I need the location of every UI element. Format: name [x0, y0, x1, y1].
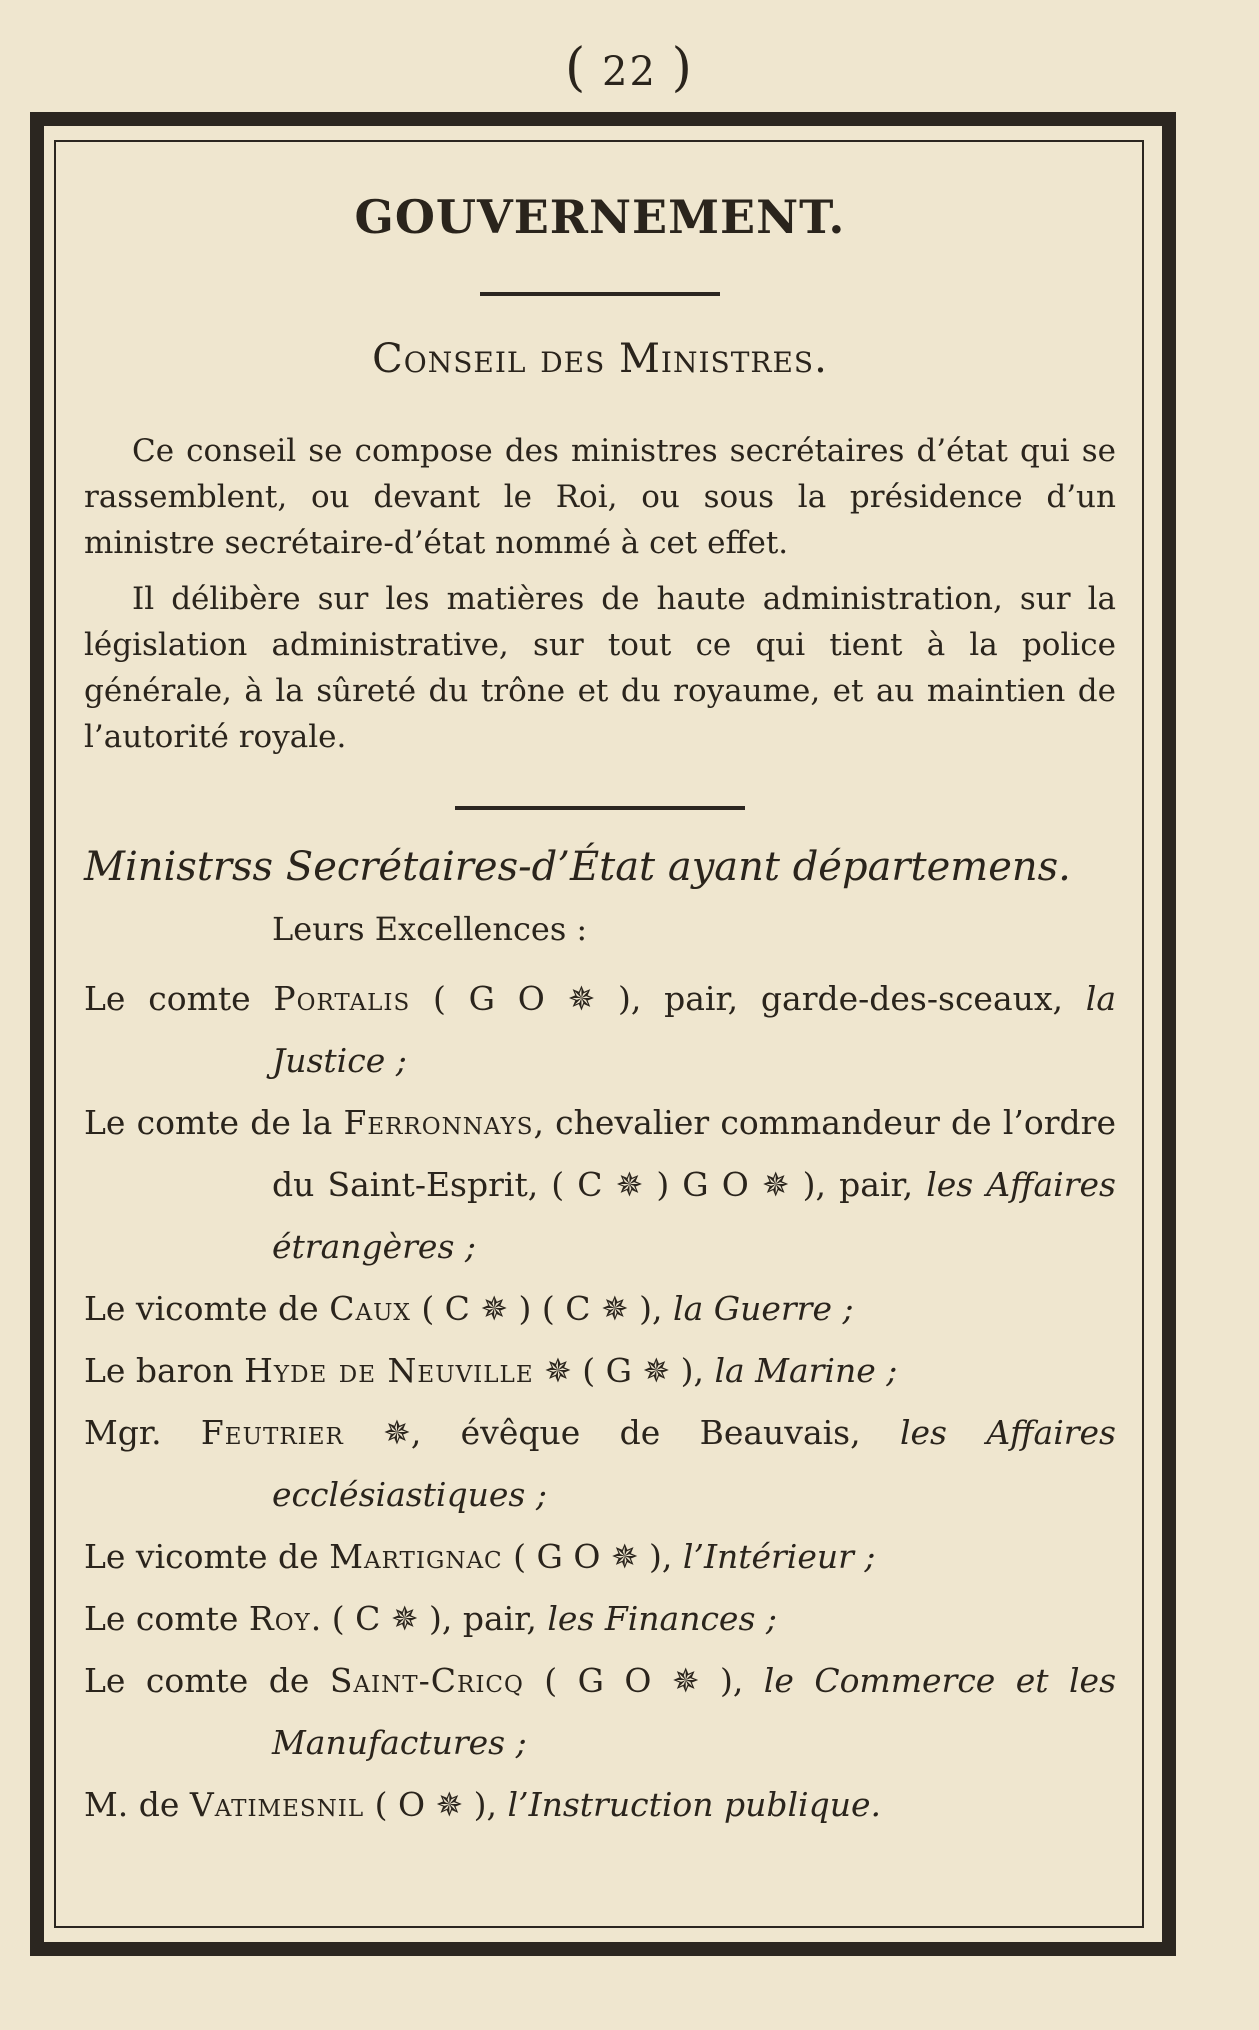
minister-name: Vatimesnil [189, 1785, 365, 1824]
minister-department: les Affaires ecclésiastiques ; [272, 1413, 1116, 1514]
honorific-line: Leurs Excellences : [272, 910, 588, 948]
minister-name: Caux [329, 1289, 411, 1328]
minister-entry: M. de Vatimesnil ( O ✵ ), l’Instruction publique. [84, 1785, 882, 1824]
paragraph-1: Ce conseil se compose des ministres secrétaires d’état qui se rassemblent, ou devant le Roi, ou sous la présidence d’un ministre secrétaire-d’état nommé à cet effet. [84, 433, 1116, 561]
minister-name: Saint-Cricq [329, 1661, 524, 1700]
page-number: ( 22 ) [565, 38, 694, 98]
minister-name: Ferronnays [343, 1103, 534, 1142]
minister-entry: Mgr. Feutrier ✵, évêque de Beauvais, les Affaires ecclésiastiques ; [84, 1413, 1116, 1514]
minister-department: les Affaires étrangères ; [272, 1165, 1116, 1266]
page-title: GOUVERNEMENT. [354, 190, 846, 244]
minister-name: Roy [248, 1599, 311, 1638]
minister-department: les Finances ; [547, 1599, 778, 1638]
minister-entry: Le vicomte de Caux ( C ✵ ) ( C ✵ ), la Guerre ; [84, 1289, 854, 1328]
minister-name: Martignac [329, 1537, 503, 1576]
minister-entry: Le comte de Saint-Cricq ( G O ✵ ), le Commerce et les Manufactures ; [84, 1661, 1117, 1762]
minister-entry: Le comte Portalis ( G O ✵ ), pair, garde-des-sceaux, la Justice ; [84, 979, 1116, 1080]
minister-department: l’Instruction publique. [507, 1785, 882, 1824]
ministers-heading: Ministrss Secrétaires-d’État ayant départemens. [84, 844, 1071, 890]
minister-name: Hyde de Neuville [244, 1351, 534, 1390]
minister-entry: Le comte de la Ferronnays, chevalier commandeur de l’ordre du Saint-Esprit, ( C ✵ ) G O ✵ ), pair, les Affaires étrangères ; [84, 1103, 1116, 1266]
minister-department: la Marine ; [714, 1351, 898, 1390]
divider-rule [480, 292, 720, 296]
minister-department: le Commerce et les Manufactures ; [272, 1661, 1117, 1762]
ministers-list [84, 968, 1116, 1836]
minister-department: la Justice ; [272, 979, 1116, 1080]
minister-name: Feutrier [200, 1413, 344, 1452]
minister-department: la Guerre ; [673, 1289, 854, 1328]
minister-entry: Le vicomte de Martignac ( G O ✵ ), l’Intérieur ; [84, 1537, 876, 1576]
section-subtitle: Conseil des Ministres. [372, 336, 828, 382]
minister-department: l’Intérieur ; [682, 1537, 876, 1576]
minister-entry: Le baron Hyde de Neuville ✵ ( G ✵ ), la Marine ; [84, 1351, 898, 1390]
divider-rule [455, 806, 745, 810]
paragraph-2: Il délibère sur les matières de haute administration, sur la législation administrative, sur tout ce qui tient à la police générale, à la sûreté du trône et du royaume, et au maintien de l’autorité royale. [84, 581, 1116, 755]
page-content [84, 190, 1116, 1836]
page-number-value: 22 [602, 49, 657, 95]
minister-entry: Le comte Roy. ( C ✵ ), pair, les Finances ; [84, 1599, 778, 1638]
minister-name: Portalis [273, 979, 411, 1018]
